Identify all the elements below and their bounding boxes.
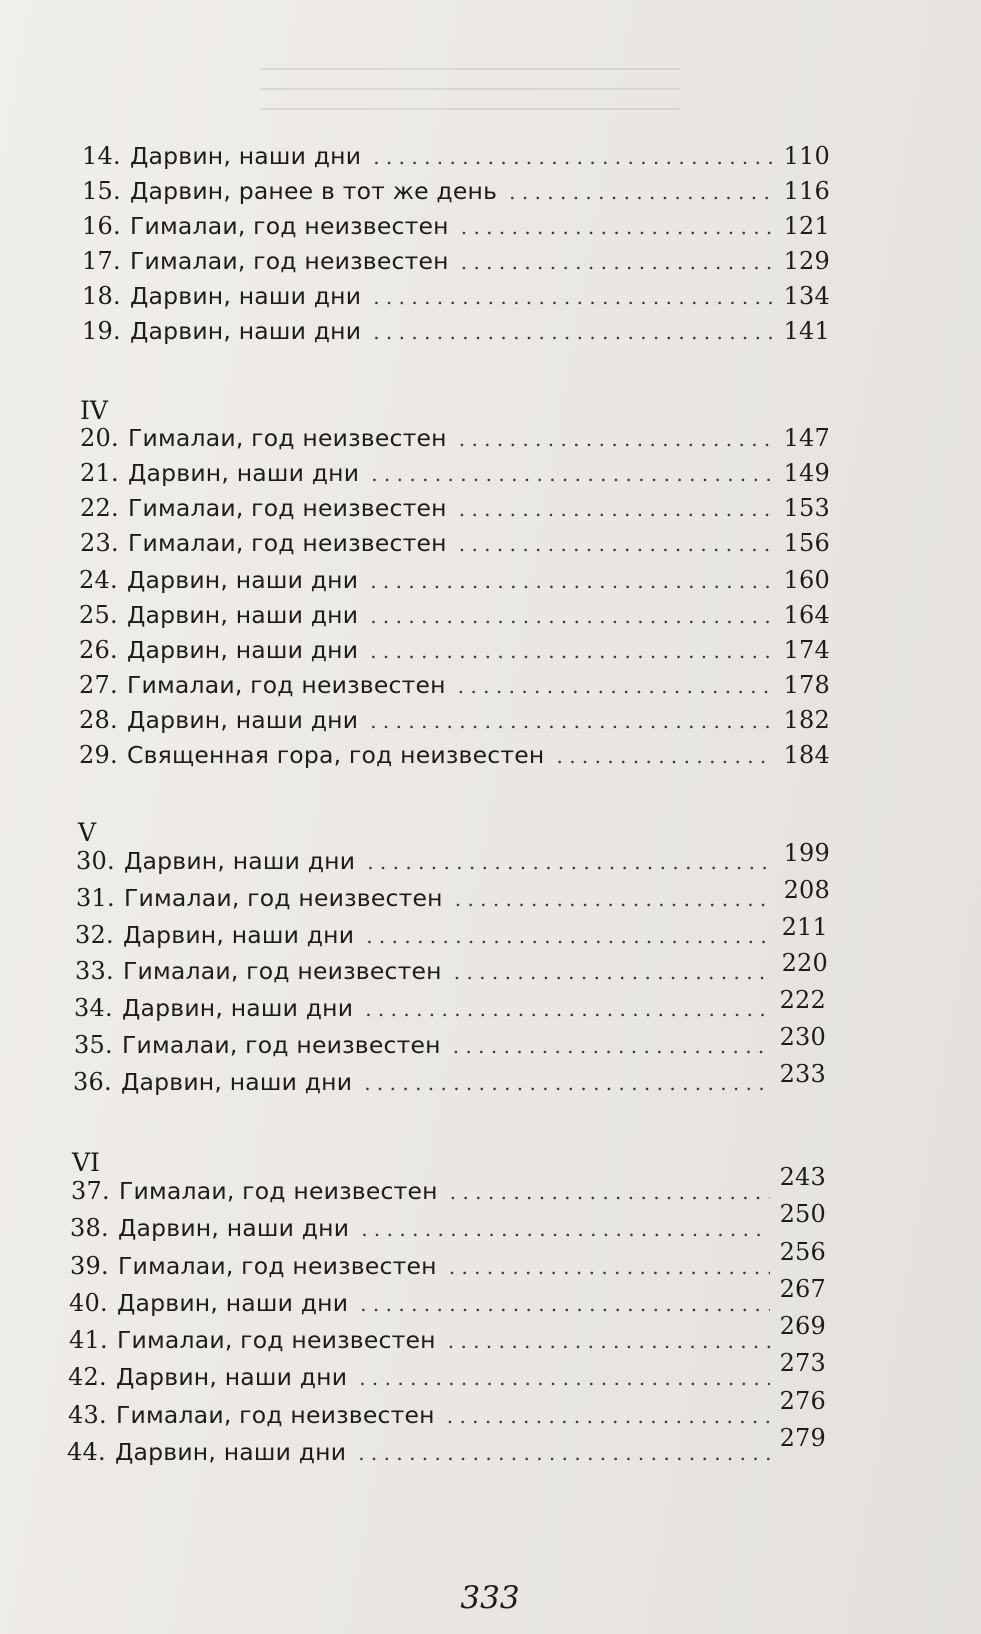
entry-number: 41. — [69, 1326, 108, 1354]
entry-number: 44. — [67, 1438, 106, 1466]
entry-page-number: 250 — [779, 1200, 826, 1228]
entry-title: Дарвин, наши дни — [118, 1214, 350, 1242]
entry-number: 37. — [71, 1177, 110, 1205]
entry-number: 15. — [82, 177, 121, 205]
dot-leader — [458, 668, 774, 704]
dot-leader — [373, 139, 774, 175]
entry-page-number: 184 — [783, 741, 830, 769]
toc-entry[interactable] — [80, 490, 830, 526]
entry-page-number: 156 — [783, 529, 830, 557]
entry-title: Дарвин, наши дни — [127, 601, 359, 629]
entry-title: Дарвин, наши дни — [130, 317, 362, 345]
dot-leader — [358, 1435, 770, 1471]
entry-number: 38. — [70, 1214, 109, 1242]
entry-number: 34. — [74, 994, 113, 1022]
entry-number: 28. — [79, 706, 118, 734]
entry-page-number: 149 — [783, 459, 830, 487]
toc-entry[interactable] — [74, 986, 826, 1026]
entry-number: 42. — [68, 1363, 107, 1391]
dot-leader — [373, 314, 774, 350]
dot-leader — [370, 703, 774, 739]
entry-page-number: 233 — [779, 1060, 826, 1088]
dot-leader — [459, 421, 774, 457]
entry-page-number: 121 — [783, 212, 830, 240]
entry-title: Гималаи, год неизвестен — [123, 957, 442, 985]
entry-number: 24. — [79, 566, 118, 594]
entry-title: Гималаи, год неизвестен — [128, 529, 447, 557]
entry-page-number: 129 — [783, 247, 830, 275]
page-number: 333 — [460, 1580, 520, 1616]
toc-entry[interactable] — [67, 1424, 826, 1470]
dot-leader — [449, 1249, 770, 1285]
toc-entry[interactable] — [76, 839, 830, 879]
entry-number: 35. — [74, 1031, 113, 1059]
entry-title: Дарвин, наши дни — [122, 994, 354, 1022]
entry-title: Гималаи, год неизвестен — [119, 1177, 438, 1205]
dot-leader — [556, 738, 774, 774]
entry-page-number: 141 — [783, 317, 830, 345]
entry-number: 22. — [80, 494, 119, 522]
dot-leader — [455, 881, 774, 917]
entry-title: Дарвин, наши дни — [128, 459, 360, 487]
entry-page-number: 164 — [783, 601, 830, 629]
toc-entry[interactable] — [70, 1200, 826, 1246]
toc-entry[interactable] — [82, 173, 830, 209]
entry-page-number: 174 — [783, 636, 830, 664]
entry-number: 27. — [79, 671, 118, 699]
dot-leader — [373, 279, 774, 315]
toc-entry[interactable] — [80, 525, 830, 561]
entry-number: 43. — [68, 1401, 107, 1429]
dot-leader — [360, 1286, 770, 1322]
toc-entry[interactable] — [82, 243, 830, 279]
entry-number: 14. — [82, 142, 121, 170]
entry-number: 16. — [82, 212, 121, 240]
toc-entry[interactable] — [70, 1238, 826, 1284]
toc-entry[interactable] — [80, 455, 830, 491]
entry-title: Дарвин, наши дни — [121, 1068, 353, 1096]
toc-entry[interactable] — [79, 667, 830, 703]
entry-page-number: 160 — [783, 566, 830, 594]
entry-page-number: 267 — [779, 1275, 826, 1303]
entry-title: Дарвин, наши дни — [115, 1438, 347, 1466]
entry-title: Дарвин, наши дни — [130, 282, 362, 310]
entry-number: 20. — [80, 424, 119, 452]
entry-number: 25. — [79, 601, 118, 629]
entry-page-number: 243 — [779, 1163, 826, 1191]
section-heading: VI — [72, 1148, 100, 1177]
show-through-text — [260, 50, 680, 110]
entry-number: 36. — [73, 1068, 112, 1096]
dot-leader — [454, 954, 772, 990]
entry-number: 29. — [79, 741, 118, 769]
entry-page-number: 211 — [781, 913, 828, 941]
dot-leader — [359, 1360, 770, 1396]
dot-leader — [461, 209, 774, 245]
toc-entry[interactable] — [82, 278, 830, 314]
toc-entry[interactable] — [82, 313, 830, 349]
dot-leader — [448, 1323, 770, 1359]
entry-number: 39. — [70, 1252, 109, 1280]
entry-title: Дарвин, наши дни — [117, 1289, 349, 1317]
entry-page-number: 222 — [779, 986, 826, 1014]
toc-entry[interactable] — [69, 1312, 826, 1358]
toc-entry[interactable] — [69, 1275, 826, 1321]
entry-number: 19. — [82, 317, 121, 345]
entry-number: 18. — [82, 282, 121, 310]
toc-entry[interactable] — [68, 1349, 826, 1395]
dot-leader — [361, 1211, 770, 1247]
dot-leader — [447, 1398, 770, 1434]
entry-page-number: 199 — [783, 839, 830, 867]
entry-page-number: 269 — [779, 1312, 826, 1340]
entry-page-number: 256 — [779, 1238, 826, 1266]
entry-title: Гималаи, год неизвестен — [130, 247, 449, 275]
dot-leader — [370, 633, 774, 669]
dot-leader — [450, 1174, 770, 1210]
toc-entry[interactable] — [75, 949, 828, 989]
dot-leader — [459, 491, 774, 527]
dot-leader — [371, 456, 774, 492]
toc-entry[interactable] — [76, 876, 830, 916]
dot-leader — [370, 598, 774, 634]
dot-leader — [364, 1065, 770, 1101]
toc-entry[interactable] — [79, 632, 830, 668]
dot-leader — [370, 563, 774, 599]
entry-number: 33. — [75, 957, 114, 985]
entry-title: Дарвин, наши дни — [127, 706, 359, 734]
entry-page-number: 178 — [783, 671, 830, 699]
entry-title: Гималаи, год неизвестен — [122, 1031, 441, 1059]
entry-page-number: 273 — [779, 1349, 826, 1377]
toc-entry[interactable] — [82, 208, 830, 244]
entry-page-number: 182 — [783, 706, 830, 734]
section-heading: IV — [80, 396, 108, 425]
entry-title: Гималаи, год неизвестен — [116, 1401, 435, 1429]
entry-number: 17. — [82, 247, 121, 275]
entry-title: Дарвин, наши дни — [127, 566, 359, 594]
entry-title: Дарвин, наши дни — [123, 921, 355, 949]
toc-entry[interactable] — [79, 737, 830, 773]
entry-page-number: 153 — [783, 494, 830, 522]
entry-number: 26. — [79, 636, 118, 664]
toc-entry[interactable] — [79, 597, 830, 633]
entry-page-number: 279 — [779, 1424, 826, 1452]
toc-entry[interactable] — [80, 420, 830, 456]
dot-leader — [366, 918, 772, 954]
toc-entry[interactable] — [82, 138, 830, 174]
entry-title: Дарвин, ранее в тот же день — [130, 177, 498, 205]
toc-entry[interactable] — [74, 1023, 826, 1063]
entry-number: 40. — [69, 1289, 108, 1317]
entry-title: Гималаи, год неизвестен — [128, 494, 447, 522]
toc-entry[interactable] — [79, 702, 830, 738]
entry-page-number: 276 — [779, 1387, 826, 1415]
entry-page-number: 147 — [783, 424, 830, 452]
entry-title: Дарвин, наши дни — [116, 1363, 348, 1391]
entry-title: Гималаи, год неизвестен — [128, 424, 447, 452]
entry-title: Дарвин, наши дни — [130, 142, 362, 170]
entry-title: Дарвин, наши дни — [127, 636, 359, 664]
toc-entry[interactable] — [73, 1060, 826, 1100]
toc-entry[interactable] — [71, 1163, 826, 1209]
dot-leader — [509, 174, 774, 210]
dot-leader — [459, 526, 774, 562]
entry-title: Дарвин, наши дни — [124, 847, 356, 875]
dot-leader — [367, 844, 774, 880]
entry-title: Гималаи, год неизвестен — [117, 1326, 436, 1354]
dot-leader — [365, 991, 770, 1027]
entry-page-number: 230 — [779, 1023, 826, 1051]
entry-number: 30. — [76, 847, 115, 875]
entry-page-number: 208 — [783, 876, 830, 904]
toc-entry[interactable] — [79, 562, 830, 598]
entry-title: Священная гора, год неизвестен — [127, 741, 545, 769]
entry-title: Гималаи, год неизвестен — [124, 884, 443, 912]
entry-title: Гималаи, год неизвестен — [118, 1252, 437, 1280]
entry-page-number: 110 — [783, 142, 830, 170]
dot-leader — [461, 244, 774, 280]
entry-number: 23. — [80, 529, 119, 557]
entry-page-number: 134 — [783, 282, 830, 310]
dot-leader — [453, 1028, 770, 1064]
entry-page-number: 116 — [783, 177, 830, 205]
entry-title: Гималаи, год неизвестен — [130, 212, 449, 240]
entry-title: Гималаи, год неизвестен — [127, 671, 446, 699]
section-heading: V — [78, 818, 97, 847]
entry-number: 21. — [80, 459, 119, 487]
entry-number: 31. — [76, 884, 115, 912]
entry-page-number: 220 — [781, 949, 828, 977]
toc-entry[interactable] — [68, 1387, 826, 1433]
entry-number: 32. — [75, 921, 114, 949]
toc-entry[interactable] — [75, 913, 828, 953]
